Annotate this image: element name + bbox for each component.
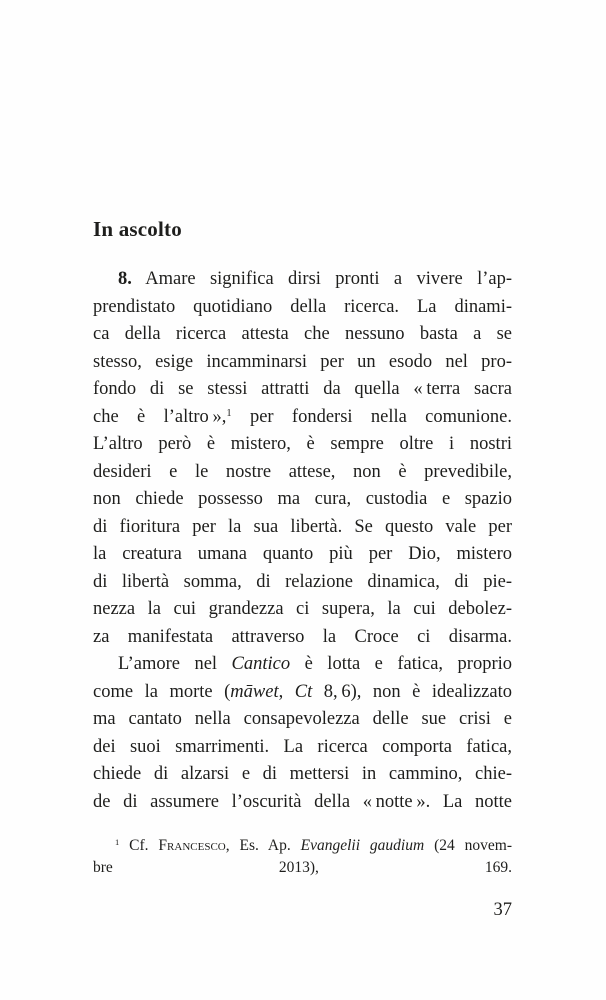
text-segment: desideri e le nostre attese, non è prevedibile,: [93, 461, 512, 482]
text-line: [93, 541, 512, 569]
text-line: [93, 431, 512, 459]
text-line: [93, 835, 512, 857]
text-line: [93, 404, 512, 432]
text-segment: chiede di alzarsi e di mettersi in cammino, chie-: [93, 764, 512, 784]
paragraph: [93, 266, 512, 651]
text-segment: la creatura umana quanto più per Dio, mistero: [93, 544, 512, 564]
text-segment: per fondersi nella comunione.: [231, 406, 512, 427]
text-segment: Cantico: [231, 654, 291, 674]
text-line: [93, 514, 512, 542]
text-segment: stesso, esige incamminarsi per un esodo nel pro-: [93, 351, 512, 372]
text-segment: non chiede possesso ma cura, custodia e spazio: [93, 489, 512, 509]
text-segment: L’amore nel: [118, 654, 232, 674]
text-segment: Francesco: [158, 837, 226, 854]
text-segment: ca della ricerca attesta che nessuno basta a se: [93, 324, 512, 344]
text-line: [93, 266, 512, 294]
text-segment: Evangelii gaudium: [300, 837, 425, 854]
text-line: [93, 486, 512, 514]
text-segment: fondo di se stessi attratti da quella « terra sacra: [93, 379, 512, 399]
text-segment: che è l’altro »,: [93, 406, 227, 427]
text-line: [93, 789, 512, 817]
text-segment: dei suoi smarrimenti. La ricerca comporta fatica,: [93, 736, 512, 757]
text-line: [93, 376, 512, 404]
text-line: [93, 596, 512, 624]
text-segment: Ct: [294, 681, 313, 702]
text-line: [93, 651, 512, 679]
text-segment: di fioritura per la sua libertà. Se questo vale per: [93, 516, 512, 537]
footnote: [93, 835, 512, 879]
text-segment: è lotta e fatica, proprio: [290, 654, 512, 674]
text-line: [93, 624, 512, 652]
text-segment: L’altro però è mistero, è sempre oltre i nostri: [93, 434, 512, 454]
text-segment: za manifestata attraverso la Croce ci disarma.: [93, 626, 512, 647]
footnote-marker: 1: [226, 407, 232, 419]
text-segment: Cf.: [119, 837, 159, 854]
text-line: [93, 706, 512, 734]
text-segment: (24 novem-: [424, 837, 512, 854]
page-number: 37: [493, 900, 512, 920]
text-segment: ,: [278, 681, 295, 702]
text-segment: de di assumere l’oscurità della « notte ». La notte: [93, 791, 512, 812]
text-line: [93, 321, 512, 349]
text-line: [93, 349, 512, 377]
text-line: [93, 459, 512, 487]
text-segment: ma cantato nella consapevolezza delle sue crisi e: [93, 709, 512, 729]
text-segment: come la morte (: [93, 681, 231, 702]
text-segment: , Es. Ap.: [225, 837, 301, 854]
text-line: [93, 679, 512, 707]
text-line: [93, 857, 512, 879]
text-line: [93, 734, 512, 762]
text-segment: bre 2013), 169.: [93, 859, 512, 876]
text-segment: Amare significa dirsi pronti a vivere l’ap-: [131, 269, 512, 289]
text-segment: māwet: [230, 681, 279, 702]
text-segment: 8, 6), non è idealizzato: [312, 681, 512, 702]
text-segment: 8.: [118, 269, 132, 289]
text-segment: prendistato quotidiano della ricerca. La dinami-: [93, 296, 512, 317]
text-segment: di libertà somma, di relazione dinamica, di pie-: [93, 571, 512, 592]
text-line: [93, 569, 512, 597]
text-segment: nezza la cui grandezza ci supera, la cui debolez-: [93, 599, 512, 619]
section-heading: In ascolto: [93, 217, 182, 241]
text-line: [93, 294, 512, 322]
paragraph: [93, 651, 512, 816]
footnote-marker: 1: [115, 837, 120, 847]
body-text-column: [93, 266, 512, 816]
text-line: [93, 761, 512, 789]
